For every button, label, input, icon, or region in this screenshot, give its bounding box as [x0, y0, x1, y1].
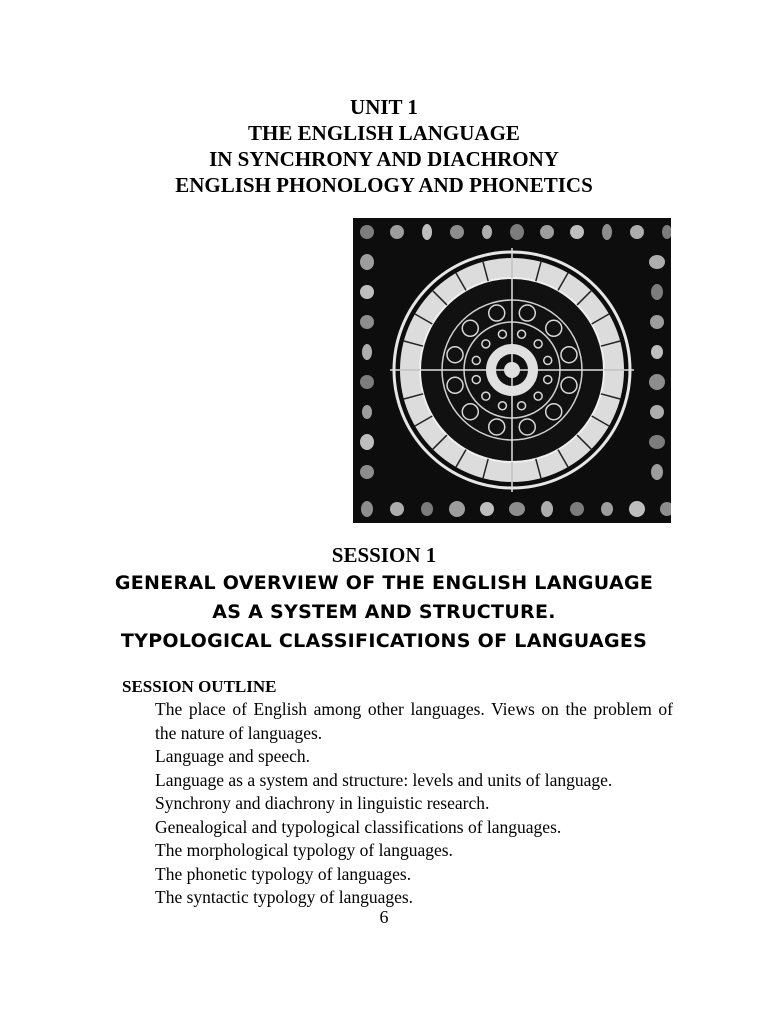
border-ornament [480, 502, 494, 516]
border-ornament [362, 344, 372, 360]
unit-title-line-3: ENGLISH PHONOLOGY AND PHONETICS [175, 173, 593, 197]
border-ornament [649, 374, 665, 390]
border-ornament [360, 254, 374, 270]
outline-list [155, 698, 673, 910]
border-ornament [651, 464, 663, 480]
unit-title [0, 94, 768, 198]
border-ornament [570, 225, 584, 239]
border-ornament [421, 502, 433, 516]
border-ornament [360, 285, 374, 299]
border-ornament [650, 315, 664, 329]
border-ornament [541, 501, 553, 517]
session-label: SESSION 1 [331, 543, 437, 567]
border-ornament [649, 255, 665, 269]
outline-item: The phonetic typology of languages. [155, 863, 412, 884]
outline-item: The morphological typology of languages. [155, 840, 453, 860]
border-ornament [360, 225, 374, 239]
session-title-line-2: AS A SYSTEM AND STRUCTURE. [212, 601, 556, 623]
border-ornament [602, 224, 612, 240]
unit-title-line-2: IN SYNCHRONY AND DIACHRONY [209, 147, 559, 171]
border-ornament [510, 224, 524, 240]
border-ornament [651, 284, 663, 300]
unit-title-line-1: THE ENGLISH LANGUAGE [248, 121, 520, 145]
session-title [0, 569, 768, 656]
border-ornament [629, 501, 645, 517]
session-title-line-3: TYPOLOGICAL CLASSIFICATIONS OF LANGUAGES [120, 630, 648, 652]
border-ornament [482, 225, 492, 239]
session-title-line-1: GENERAL OVERVIEW OF THE ENGLISH LANGUAGE [114, 572, 654, 594]
border-ornament [651, 345, 663, 359]
unit-number: UNIT 1 [350, 95, 418, 119]
border-ornament [360, 375, 374, 389]
border-ornament [360, 465, 374, 479]
outline-item: The syntactic typology of languages. [155, 887, 414, 907]
outline-item: Language as a system and structure: levels and units of language. [155, 769, 613, 790]
outline-item: The place of English among other languages. Views on the problem of the nature of languages. [155, 699, 673, 743]
border-ornament [362, 405, 372, 419]
border-ornament [509, 502, 525, 516]
border-ornament [361, 501, 373, 517]
border-ornament [360, 434, 374, 450]
border-ornament [649, 435, 665, 449]
border-ornament [360, 315, 374, 329]
page-number: 6 [379, 907, 389, 927]
border-ornament [450, 225, 464, 239]
border-ornament [630, 225, 644, 239]
border-ornament [650, 405, 664, 419]
artwork-svg [353, 218, 671, 523]
outline-item: Language and speech. [155, 746, 310, 766]
outline-heading: SESSION OUTLINE [122, 677, 277, 696]
astrological-wheel-illustration [353, 218, 671, 523]
border-ornament [390, 502, 404, 516]
border-ornament [422, 224, 432, 240]
outline-item: Genealogical and typological classifications of languages. [155, 816, 562, 837]
border-ornament [540, 225, 554, 239]
border-ornament [449, 501, 465, 517]
border-ornament [601, 502, 613, 516]
border-ornament [390, 225, 404, 239]
outline-item: Synchrony and diachrony in linguistic research. [155, 793, 490, 813]
border-ornament [570, 502, 584, 516]
